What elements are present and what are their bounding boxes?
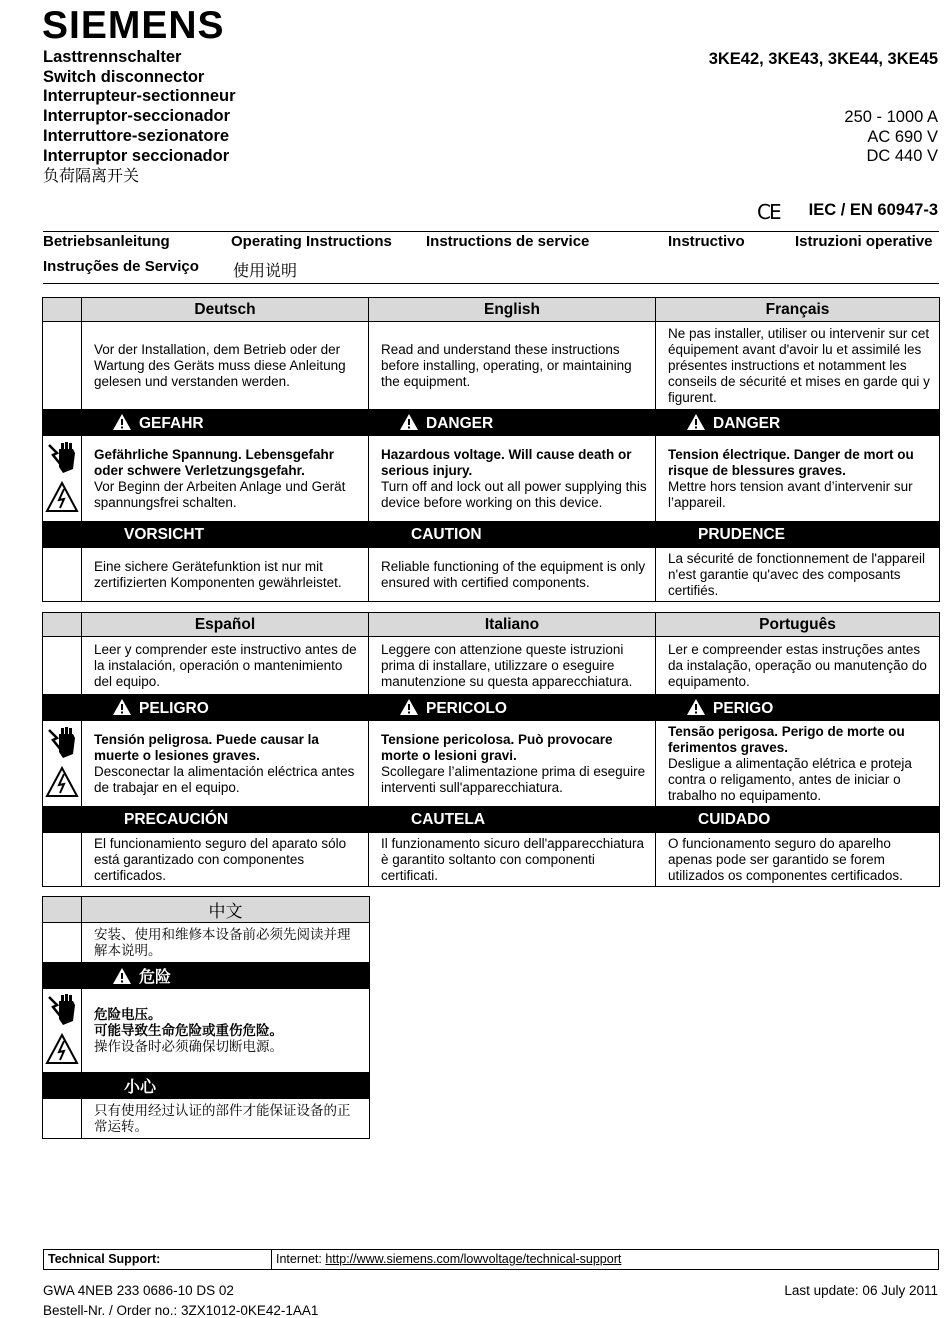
title-de: Lasttrennschalter bbox=[43, 48, 182, 66]
hazard-icons bbox=[43, 436, 82, 522]
danger-text-de: Gefährliche Spannung. Lebensgefahr oder schwere Verletzungsgefahr. Vor Beginn der Arbeiten Anlage und Gerät spannungsfrei schalten. bbox=[82, 436, 369, 522]
caution-label-de: VORSICHT bbox=[82, 522, 369, 548]
manual-title-zh: 使用说明 bbox=[233, 261, 298, 280]
lang-header-en: English bbox=[369, 298, 656, 322]
electric-shock-hand-icon bbox=[45, 991, 79, 1067]
last-update: Last update: 06 July 2011 bbox=[784, 1283, 938, 1298]
caution-label-it: CAUTELA bbox=[369, 807, 656, 833]
lang-header-it: Italiano bbox=[369, 613, 656, 637]
product-titles bbox=[43, 48, 236, 186]
manual-titles-row-2 bbox=[43, 258, 939, 280]
intro-en: Read and understand these instructions before installing, operating, or maintaining the equipment. bbox=[369, 322, 656, 410]
danger-label-en: DANGER bbox=[369, 410, 656, 436]
rating-current: 250 - 1000 A bbox=[844, 108, 938, 126]
safety-table-de-en-fr bbox=[42, 297, 940, 602]
hazard-icons bbox=[43, 721, 82, 807]
danger-label-fr: DANGER bbox=[656, 410, 940, 436]
title-zh: 负荷隔离开关 bbox=[43, 166, 140, 186]
safety-table-es-it-pt bbox=[42, 612, 940, 887]
warning-triangle-icon bbox=[112, 413, 132, 431]
technical-support-value: Internet: http://www.siemens.com/lowvoltage/technical-support bbox=[276, 1252, 622, 1266]
title-fr: Interrupteur-sectionneur bbox=[43, 87, 236, 106]
danger-text-it: Tensione pericolosa. Può provocare morte o lesioni gravi. Scollegare l’alimentazione prima di eseguire interventi sull'apparecchiatura. bbox=[369, 721, 656, 807]
caution-label-fr: PRUDENCE bbox=[656, 522, 940, 548]
warning-triangle-icon bbox=[686, 698, 706, 716]
danger-text-pt: Tensão perigosa. Perigo de morte ou ferimentos graves. Desligue a alimentação elétrica e proteja contra o religamento, antes de iniciar o trabalho no equipamento. bbox=[656, 721, 940, 807]
safety-table-zh bbox=[42, 896, 370, 1139]
technical-support-link[interactable]: http://www.siemens.com/lowvoltage/technical-support bbox=[325, 1252, 622, 1266]
ratings bbox=[844, 108, 938, 167]
danger-label-pt: PERIGO bbox=[656, 695, 940, 721]
intro-fr: Ne pas installer, utiliser ou intervenir sur cet équipement avant d'avoir lu et assimilé les présentes instructions et notamment les conseils de sécurité et mises en garde qui y figurent. bbox=[656, 322, 940, 410]
danger-label-it: PERICOLO bbox=[369, 695, 656, 721]
manual-title-fr: Instructions de service bbox=[426, 233, 590, 250]
ce-mark: CE bbox=[757, 200, 780, 224]
caution-text-en: Reliable functioning of the equipment is only ensured with certified components. bbox=[369, 548, 656, 602]
technical-support-label: Technical Support: bbox=[48, 1252, 161, 1266]
siemens-logo: SIEMENS bbox=[42, 4, 225, 47]
title-it: Interruttore-sezionatore bbox=[43, 126, 230, 145]
caution-text-zh: 只有使用经过认证的部件才能保证设备的正常运转。 bbox=[82, 1099, 370, 1139]
title-en: Switch disconnector bbox=[43, 67, 205, 86]
manual-title-en: Operating Instructions bbox=[231, 233, 392, 250]
warning-triangle-icon bbox=[112, 698, 132, 716]
intro-zh: 安装、使用和维修本设备前必须先阅读并理解本说明。 bbox=[82, 923, 370, 963]
caution-label-pt: CUIDADO bbox=[656, 807, 940, 833]
warning-triangle-icon bbox=[399, 413, 419, 431]
warning-triangle-icon bbox=[399, 698, 419, 716]
caution-label-zh: 小心 bbox=[82, 1073, 370, 1099]
manual-title-it: Istruzioni operative bbox=[795, 233, 933, 250]
danger-text-fr: Tension électrique. Danger de mort ou risque de blessures graves. Mettre hors tension avant d’intervenir sur l’appareil. bbox=[656, 436, 940, 522]
manual-title-pt: Instruções de Serviço bbox=[43, 258, 199, 275]
electric-shock-hand-icon bbox=[45, 724, 79, 800]
danger-text-en: Hazardous voltage. Will cause death or serious injury. Turn off and lock out all power supplying this device before working on this device. bbox=[369, 436, 656, 522]
lang-header-es: Español bbox=[82, 613, 369, 637]
standard: IEC / EN 60947-3 bbox=[808, 201, 938, 219]
title-pt: Interruptor seccionador bbox=[43, 146, 230, 165]
caution-label-es: PRECAUCIÓN bbox=[82, 807, 369, 833]
caution-text-pt: O funcionamento seguro do aparelho apenas pode ser garantido se forem utilizados os componentes certificados. bbox=[656, 833, 940, 887]
intro-it: Leggere con attenzione queste istruzioni prima di installare, utilizzare o eseguire manutenzione su questa apparecchiatura. bbox=[369, 637, 656, 695]
technical-support-box bbox=[43, 1249, 939, 1270]
warning-triangle-icon bbox=[112, 967, 132, 985]
rating-dc-voltage: DC 440 V bbox=[866, 147, 938, 165]
intro-pt: Ler e compreender estas instruções antes da instalação, operação ou manutenção do equipamento. bbox=[656, 637, 940, 695]
warning-triangle-icon bbox=[686, 413, 706, 431]
divider-top bbox=[43, 231, 939, 232]
document-number: GWA 4NEB 233 0686-10 DS 02 bbox=[43, 1283, 234, 1298]
danger-label-es: PELIGRO bbox=[82, 695, 369, 721]
manual-titles-row-1 bbox=[43, 233, 939, 253]
caution-text-fr: La sécurité de fonctionnement de l'appareil n'est garantie qu'avec des composants certifiés. bbox=[656, 548, 940, 602]
electric-shock-hand-icon bbox=[45, 439, 79, 515]
manual-title-de: Betriebsanleitung bbox=[43, 233, 170, 250]
lang-header-fr: Français bbox=[656, 298, 940, 322]
lang-header-zh: 中文 bbox=[82, 897, 370, 923]
caution-text-es: El funcionamiento seguro del aparato sólo está garantizado con componentes certificados. bbox=[82, 833, 369, 887]
danger-text-zh: 危险电压。 可能导致生命危险或重伤危险。 操作设备时必须确保切断电源。 bbox=[82, 989, 370, 1073]
caution-text-it: Il funzionamento sicuro dell'apparecchiatura è garantito soltanto con componenti certificati. bbox=[369, 833, 656, 887]
divider-bottom bbox=[43, 283, 939, 284]
danger-label-zh: 危险 bbox=[82, 963, 370, 989]
rating-ac-voltage: AC 690 V bbox=[867, 127, 938, 146]
intro-es: Leer y comprender este instructivo antes de la instalación, operación o mantenimiento del equipo. bbox=[82, 637, 369, 695]
title-es: Interruptor-seccionador bbox=[43, 107, 231, 126]
danger-label-de: GEFAHR bbox=[82, 410, 369, 436]
intro-de: Vor der Installation, dem Betrieb oder der Wartung des Geräts muss diese Anleitung gelesen und verstanden werden. bbox=[82, 322, 369, 410]
hazard-icons bbox=[43, 989, 82, 1073]
lang-header-de: Deutsch bbox=[82, 298, 369, 322]
manual-title-es: Instructivo bbox=[668, 233, 745, 250]
model-numbers: 3KE42, 3KE43, 3KE44, 3KE45 bbox=[708, 50, 938, 68]
order-number: Bestell-Nr. / Order no.: 3ZX1012-0KE42-1AA1 bbox=[43, 1303, 319, 1318]
danger-text-es: Tensión peligrosa. Puede causar la muerte o lesiones graves. Desconectar la alimentación eléctrica antes de trabajar en el equipo. bbox=[82, 721, 369, 807]
caution-label-en: CAUTION bbox=[369, 522, 656, 548]
lang-header-pt: Português bbox=[656, 613, 940, 637]
caution-text-de: Eine sichere Gerätefunktion ist nur mit zertifizierten Komponenten gewährleistet. bbox=[82, 548, 369, 602]
